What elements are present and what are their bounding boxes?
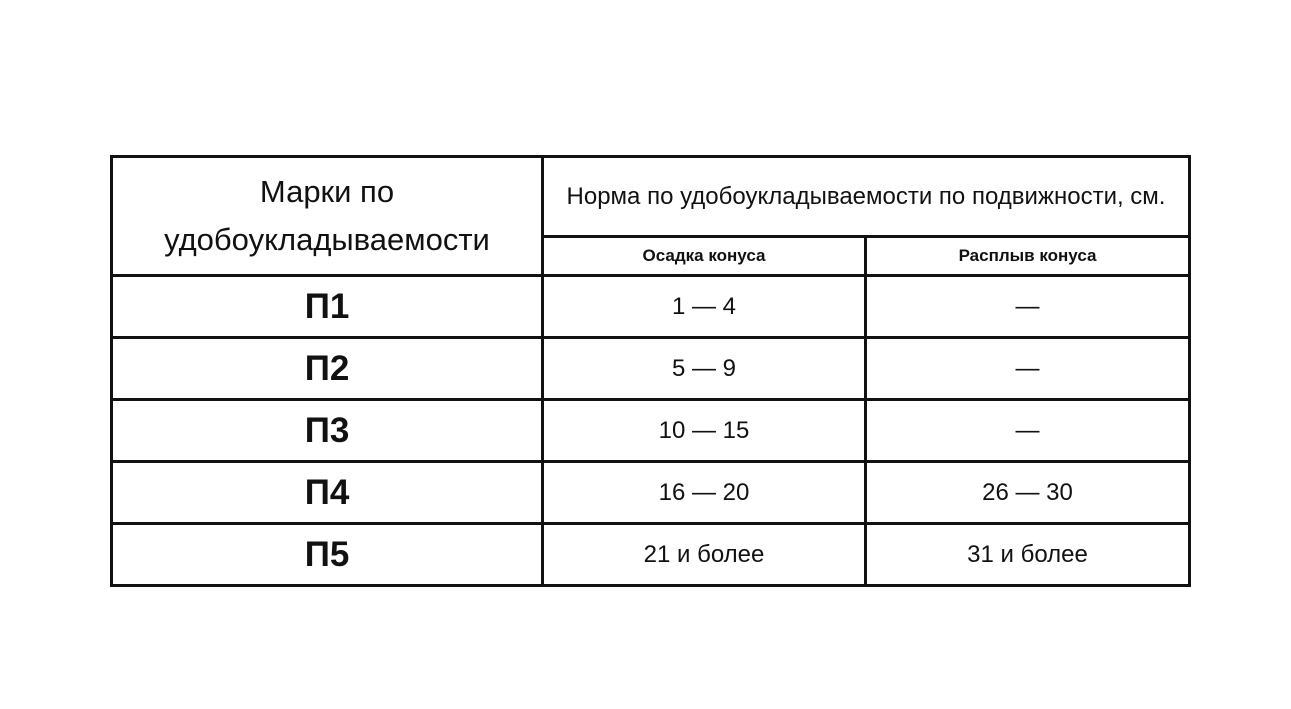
- mark-cell: П5: [112, 524, 543, 586]
- spread-cell: 26 — 30: [866, 462, 1190, 524]
- header-norm-cell: Норма по удобоукладываемости по подвижности, см.: [543, 157, 1190, 237]
- slump-cell: 10 — 15: [543, 400, 866, 462]
- mark-cell: П4: [112, 462, 543, 524]
- workability-table: [110, 155, 1191, 587]
- spread-cell: —: [866, 276, 1190, 338]
- header-mark-cell: Марки по удобоукладываемости: [112, 157, 543, 276]
- table-row: [112, 276, 1190, 338]
- header-spread-cell: Расплыв конуса: [866, 237, 1190, 276]
- mark-cell: П1: [112, 276, 543, 338]
- table-row: [112, 524, 1190, 586]
- slump-cell: 21 и более: [543, 524, 866, 586]
- slump-cell: 16 — 20: [543, 462, 866, 524]
- table-row: [112, 400, 1190, 462]
- header-slump-cell: Осадка конуса: [543, 237, 866, 276]
- table-header-row: [112, 157, 1190, 237]
- mark-cell: П3: [112, 400, 543, 462]
- table-row: [112, 462, 1190, 524]
- mark-cell: П2: [112, 338, 543, 400]
- workability-table-container: [110, 155, 1191, 587]
- spread-cell: —: [866, 338, 1190, 400]
- spread-cell: 31 и более: [866, 524, 1190, 586]
- slump-cell: 5 — 9: [543, 338, 866, 400]
- table-row: [112, 338, 1190, 400]
- slump-cell: 1 — 4: [543, 276, 866, 338]
- spread-cell: —: [866, 400, 1190, 462]
